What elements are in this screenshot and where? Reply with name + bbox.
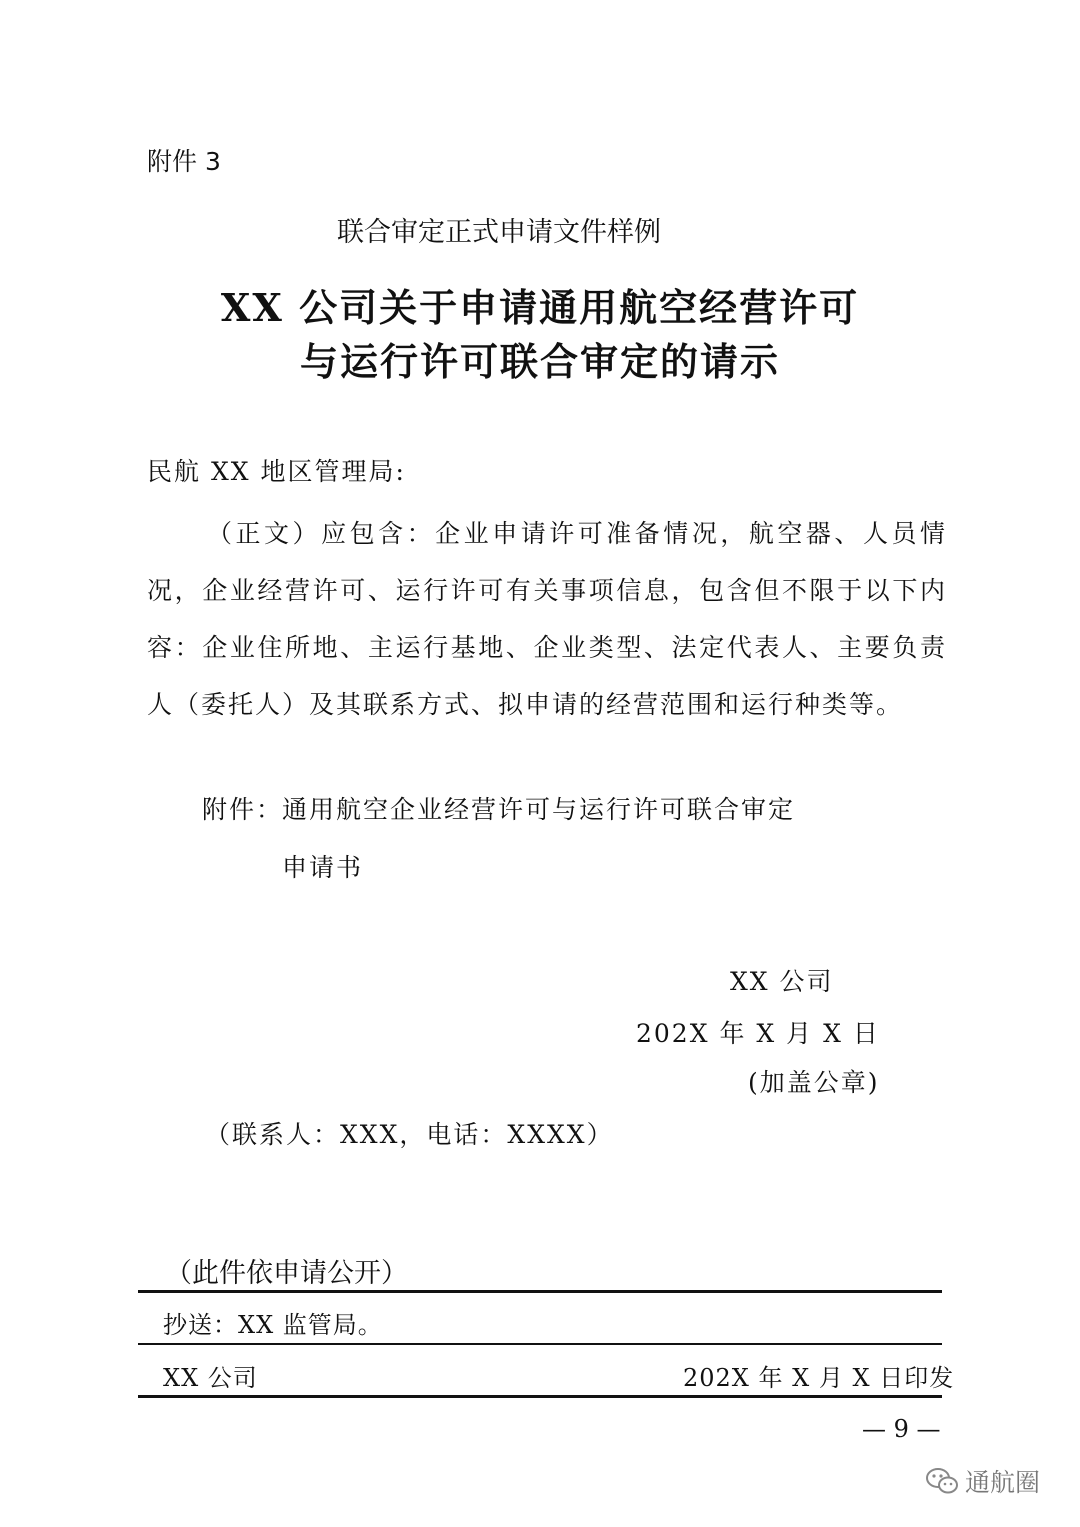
signature-date: 202X 年 X 月 X 日	[636, 1019, 880, 1048]
footer-rule-top	[138, 1290, 942, 1293]
document-title-line2: 与运行许可联合审定的请示	[299, 339, 780, 384]
footer-rule-bottom	[138, 1395, 942, 1398]
watermark-text: 通航圈	[965, 1468, 1041, 1497]
page-number: — 9 —	[862, 1415, 941, 1443]
wechat-icon	[925, 1466, 959, 1496]
issue-date: 202X 年 X 月 X 日印发	[683, 1364, 955, 1392]
issuer: XX 公司	[163, 1364, 258, 1392]
attachment-label: 附件：	[202, 795, 284, 824]
signature-seal-note: (加盖公章)	[748, 1068, 880, 1097]
attachment-number: 附件 3	[147, 147, 221, 176]
document-title-line1: XX 公司关于申请通用航空经营许可	[220, 285, 860, 330]
document-subtitle: 联合审定正式申请文件样例	[337, 217, 661, 248]
addressee: 民航 XX 地区管理局:	[147, 457, 406, 486]
contact-info: （联系人：XXX，电话：XXXX）	[205, 1120, 614, 1149]
attachment-title-line1: 通用航空企业经营许可与运行许可联合审定	[282, 795, 796, 824]
body-paragraph: （正文）应包含：企业申请许可准备情况，航空器、人员情况，企业经营许可、运行许可有关事项信息，包含但不限于以下内容：企业住所地、主运行基地、企业类型、法定代表人、主要负责人（委托人）及其联系方式、拟申请的经营范围和运行种类等。	[147, 519, 947, 719]
signature-company: XX 公司	[730, 967, 834, 996]
watermark	[925, 1463, 1040, 1499]
cc-line: 抄送：XX 监管局。	[163, 1311, 383, 1339]
public-disclosure-note: （此件依申请公开）	[165, 1258, 408, 1289]
attachment-title-line2: 申请书	[282, 853, 364, 882]
footer-rule-middle	[138, 1343, 942, 1345]
